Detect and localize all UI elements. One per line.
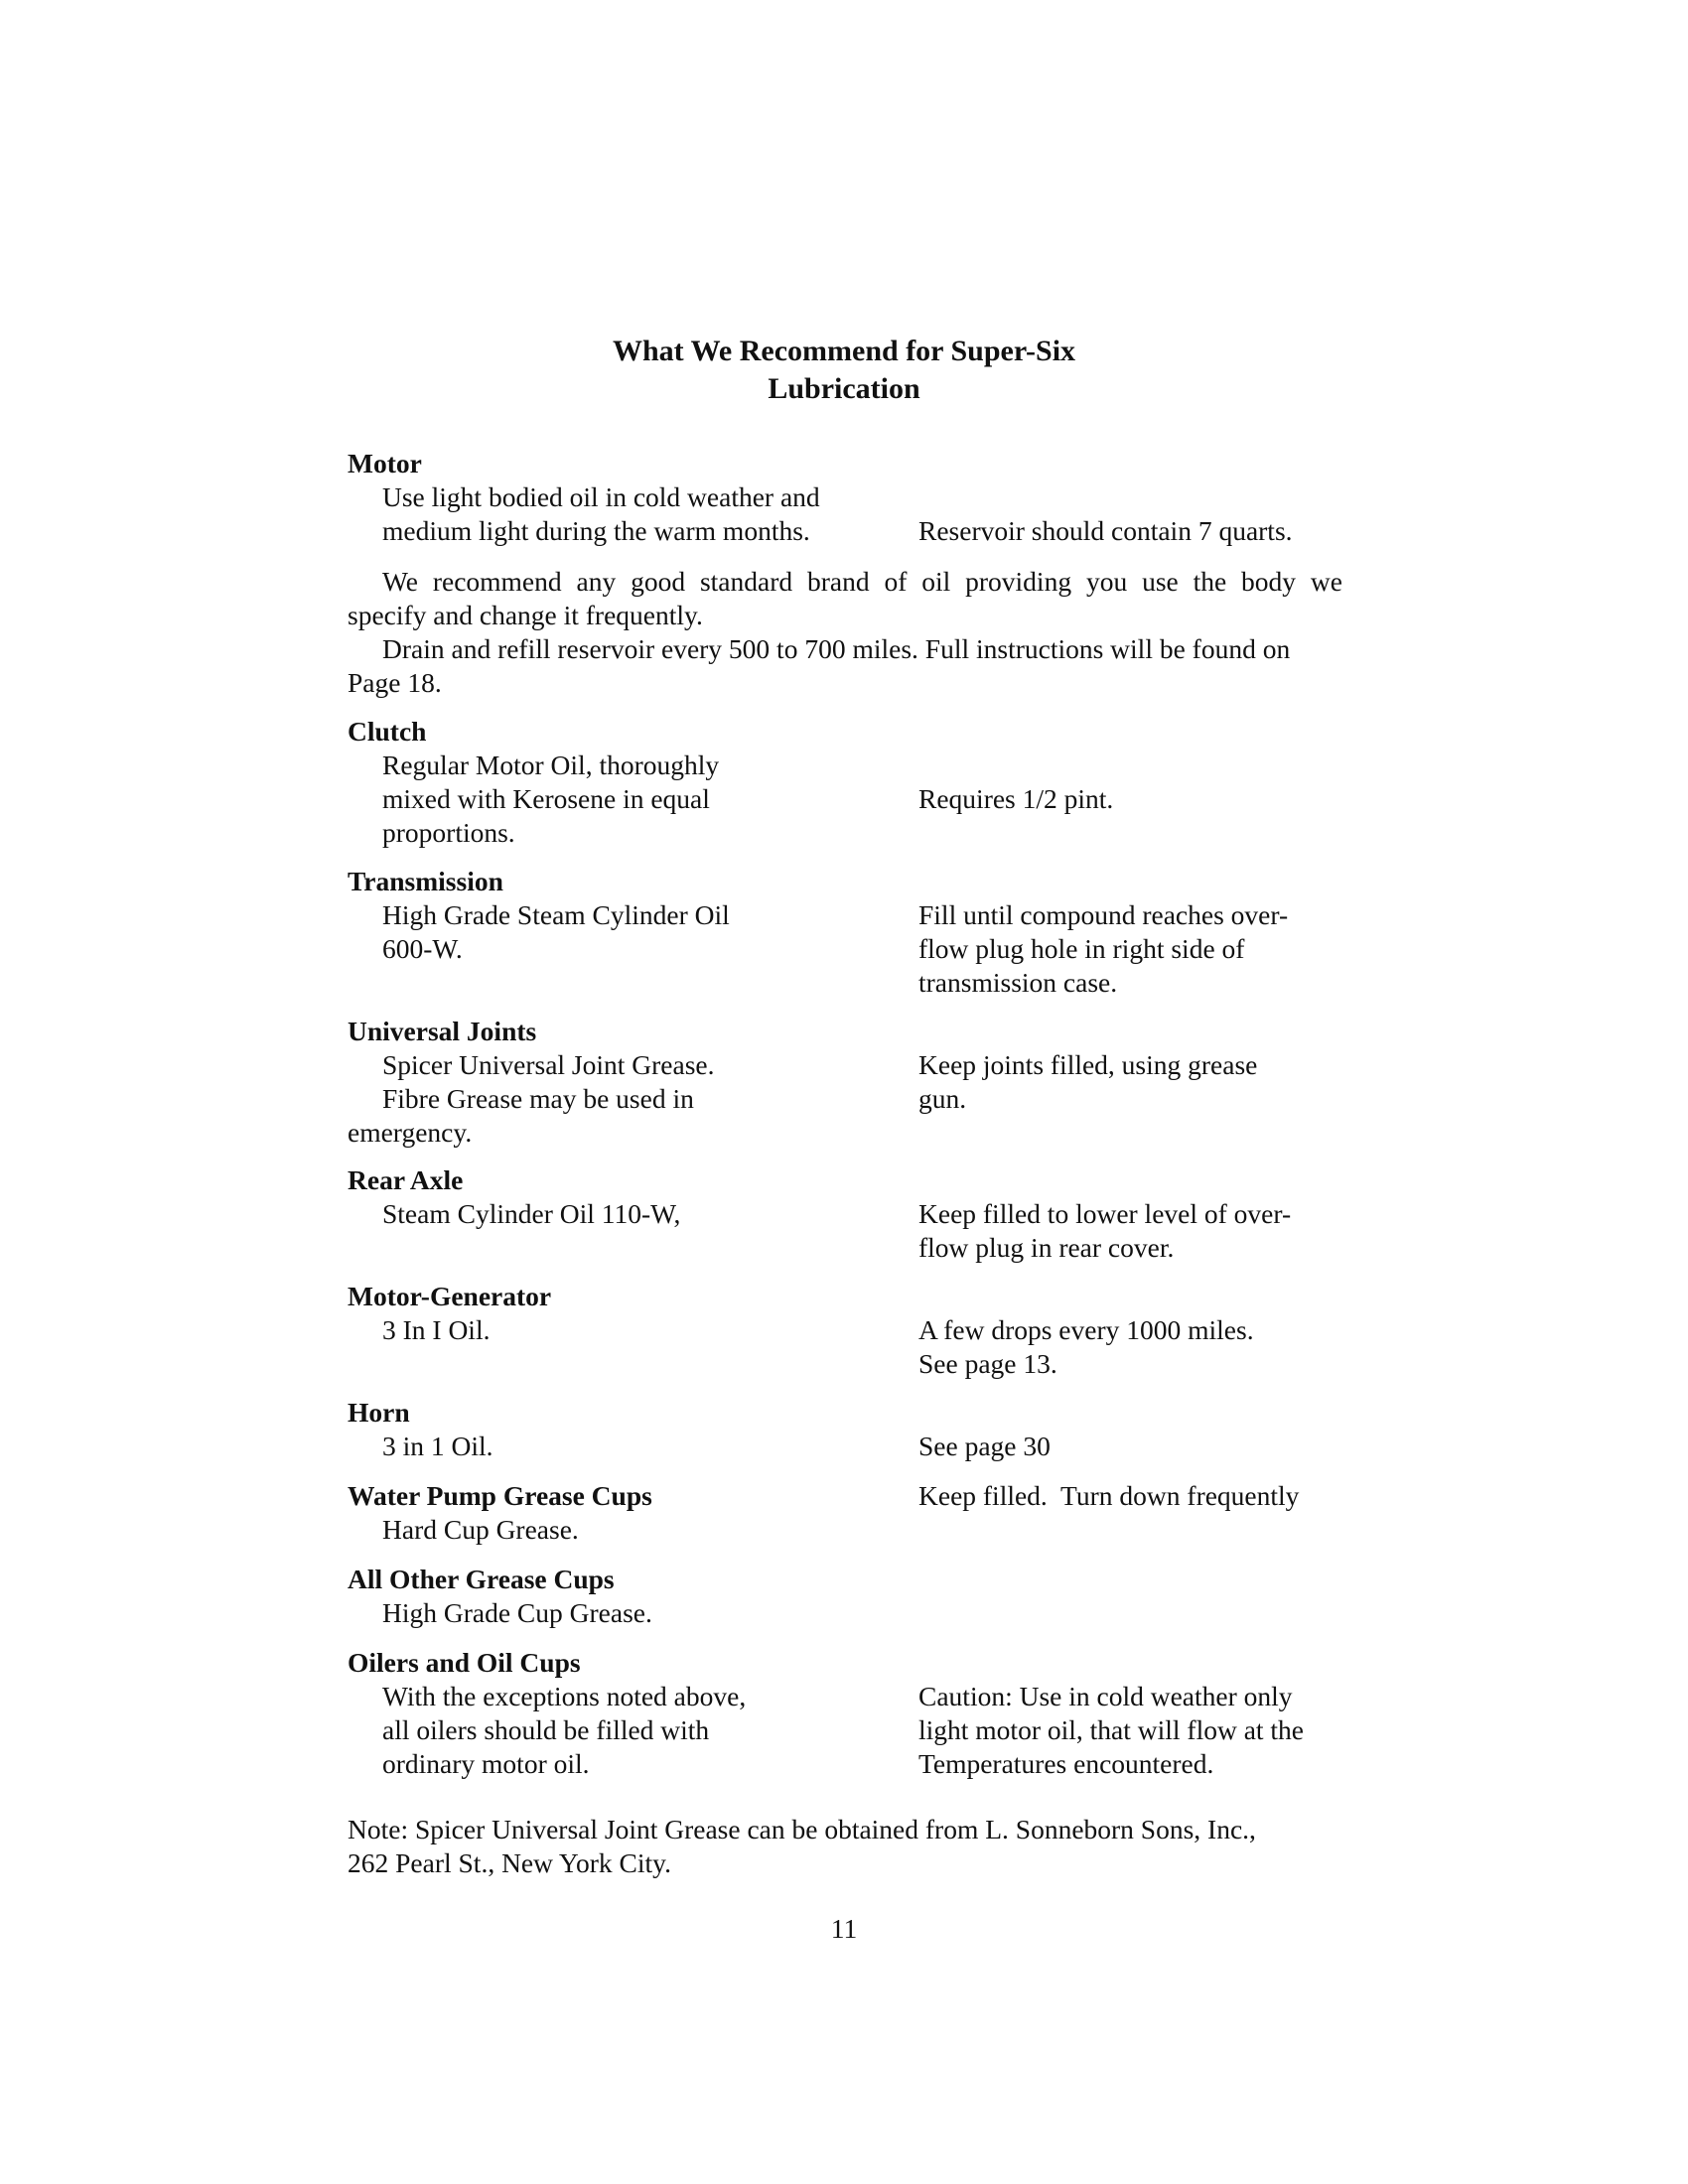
- horn-right-line-1: See page 30: [918, 1431, 1051, 1461]
- motor-paragraph-line-1: We recommend any good standard brand of oil providing you use the body we: [382, 566, 1342, 597]
- universal-joints-left-line-1: Spicer Universal Joint Grease.: [382, 1049, 715, 1080]
- note-line-1: Note: Spicer Universal Joint Grease can be obtained from L. Sonneborn Sons, Inc.,: [348, 1814, 1256, 1844]
- clutch-left-line-3: proportions.: [382, 817, 515, 848]
- oilers-left-line-2: all oilers should be filled with: [382, 1714, 710, 1745]
- motor-paragraph-line-2: specify and change it frequently.: [348, 600, 703, 630]
- transmission-right-line-1: Fill until compound reaches over-: [918, 899, 1289, 930]
- rear-axle-left-line-1: Steam Cylinder Oil 110-W,: [382, 1198, 681, 1229]
- transmission-right-line-3: transmission case.: [918, 967, 1118, 998]
- rear-axle-right-line-1: Keep filled to lower level of over-: [918, 1198, 1292, 1229]
- horn-left-line-1: 3 in 1 Oil.: [382, 1431, 493, 1461]
- motor-generator-right-line-1: A few drops every 1000 miles.: [918, 1314, 1254, 1345]
- universal-joints-right-line-2: gun.: [918, 1083, 967, 1114]
- clutch-left-line-1: Regular Motor Oil, thoroughly: [382, 750, 720, 780]
- section-heading: Motor-Generator: [348, 1281, 552, 1311]
- motor-paragraph-line-3: Drain and refill reservoir every 500 to 700 miles. Full instructions will be found on: [382, 633, 1291, 664]
- motor-right-line-1: Reservoir should contain 7 quarts.: [918, 515, 1293, 546]
- section-heading: Horn: [348, 1397, 410, 1428]
- page-title: [0, 333, 1688, 408]
- section-heading: Clutch: [348, 716, 427, 747]
- section-heading: All Other Grease Cups: [348, 1564, 615, 1594]
- section-heading: Rear Axle: [348, 1164, 464, 1195]
- section-heading: Oilers and Oil Cups: [348, 1647, 581, 1678]
- water-pump-left-line-1: Hard Cup Grease.: [382, 1514, 579, 1545]
- section-heading: Motor: [348, 448, 422, 478]
- title-line-1: What We Recommend for Super-Six: [612, 335, 1076, 367]
- transmission-right-line-2: flow plug hole in right side of: [918, 933, 1245, 964]
- motor-paragraph-line-4: Page 18.: [348, 667, 442, 698]
- oilers-right-line-1: Caution: Use in cold weather only: [918, 1681, 1293, 1711]
- rear-axle-right-line-2: flow plug in rear cover.: [918, 1232, 1175, 1263]
- oilers-right-line-2: light motor oil, that will flow at the: [918, 1714, 1305, 1745]
- transmission-left-line-1: High Grade Steam Cylinder Oil: [382, 899, 730, 930]
- oilers-right-line-3: Temperatures encountered.: [918, 1748, 1214, 1779]
- motor-left-line-1: Use light bodied oil in cold weather and: [382, 481, 820, 512]
- universal-joints-left-line-2: Fibre Grease may be used in: [382, 1083, 694, 1114]
- universal-joints-right-line-1: Keep joints filled, using grease: [918, 1049, 1258, 1080]
- note-line-2: 262 Pearl St., New York City.: [348, 1847, 671, 1878]
- motor-generator-left-line-1: 3 In I Oil.: [382, 1314, 491, 1345]
- section-heading: Transmission: [348, 866, 503, 896]
- page-number: 11: [830, 1913, 858, 1944]
- title-line-2: Lubrication: [768, 372, 920, 405]
- transmission-left-line-2: 600-W.: [382, 933, 463, 964]
- clutch-right-line-1: Requires 1/2 pint.: [918, 783, 1114, 814]
- motor-generator-right-line-2: See page 13.: [918, 1348, 1057, 1379]
- water-pump-right-line-1: Keep filled. Turn down frequently: [918, 1480, 1300, 1511]
- motor-left-line-2: medium light during the warm months.: [382, 515, 810, 546]
- universal-joints-left-line-3: emergency.: [348, 1117, 473, 1148]
- clutch-left-line-2: mixed with Kerosene in equal: [382, 783, 710, 814]
- section-heading: Water Pump Grease Cups: [348, 1480, 652, 1511]
- section-heading: Universal Joints: [348, 1016, 537, 1046]
- all-other-grease-cups-left-line-1: High Grade Cup Grease.: [382, 1597, 652, 1628]
- oilers-left-line-3: ordinary motor oil.: [382, 1748, 590, 1779]
- oilers-left-line-1: With the exceptions noted above,: [382, 1681, 747, 1711]
